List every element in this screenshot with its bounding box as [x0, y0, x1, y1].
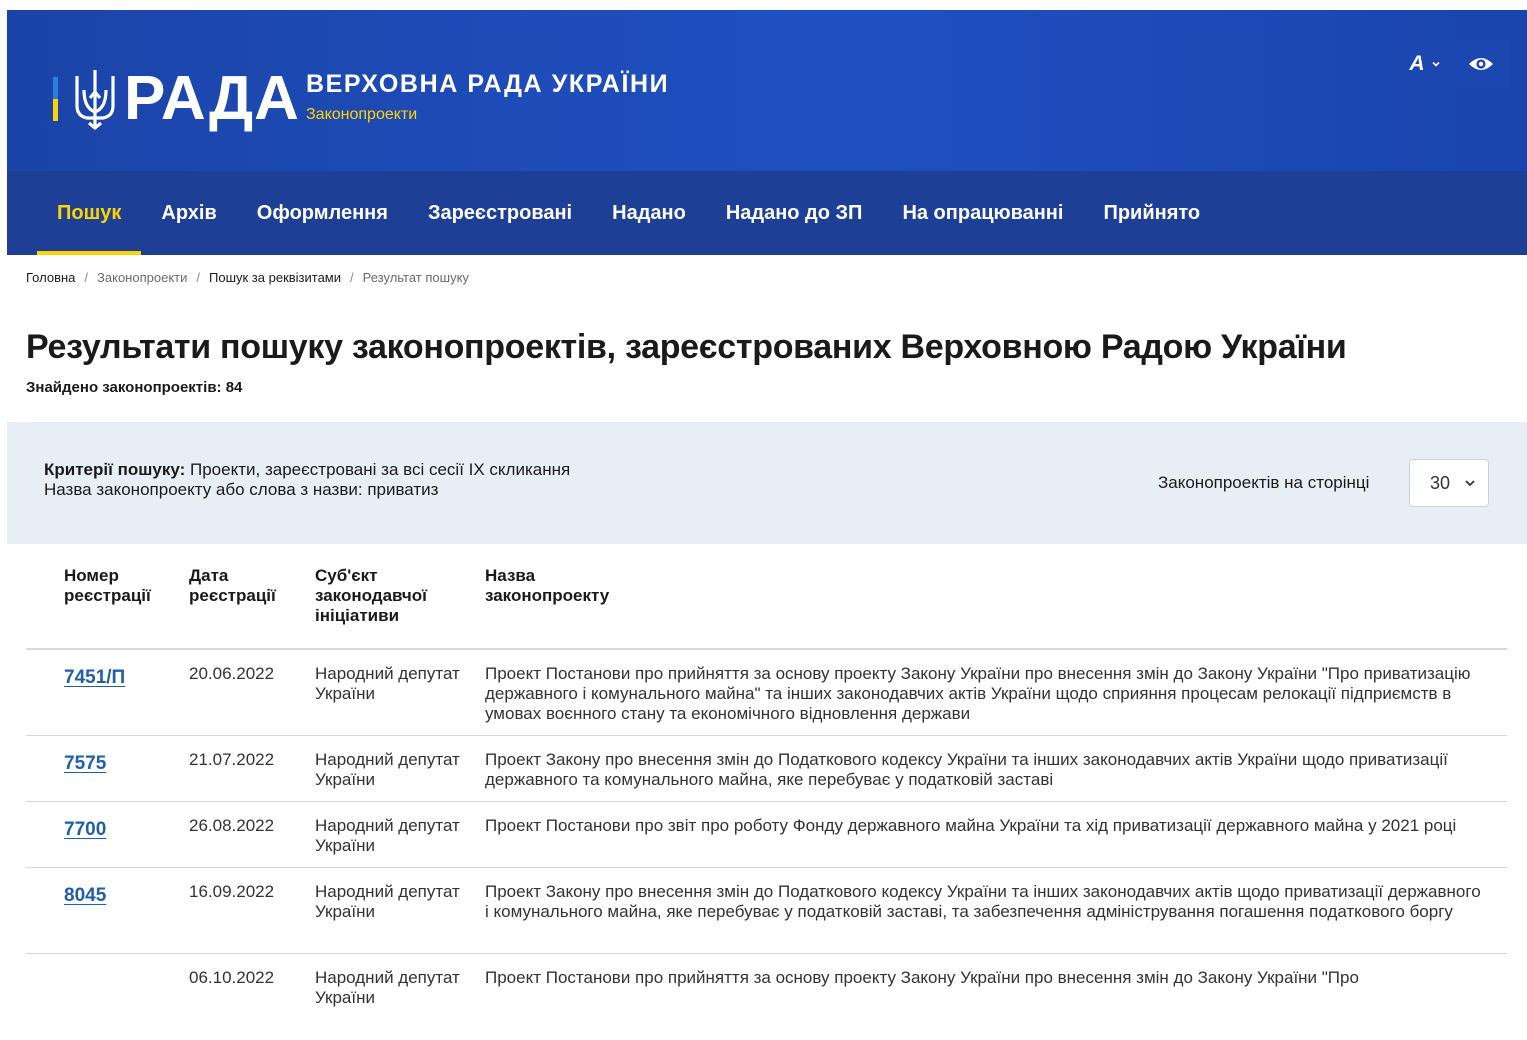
column-header-number[interactable]: Номер реєстрації: [64, 566, 151, 605]
bill-title: Проект Постанови про звіт про роботу Фонду державного майна України та хід приватизації державного майна у 2021 році: [485, 816, 1457, 835]
font-size-label: A: [1409, 52, 1425, 75]
column-header-date[interactable]: Дата реєстрації: [189, 566, 276, 605]
registration-date: 21.07.2022: [189, 750, 275, 769]
table-row: [26, 954, 1507, 1040]
breadcrumb-separator: /: [84, 270, 89, 285]
table-header: [26, 544, 1507, 650]
bill-number-cell: [64, 668, 125, 688]
bill-title: Проект Постанови про прийняття за основу проекту Закону України про внесення змін до Закону України "Про: [485, 968, 1359, 987]
accessibility-controls: [1397, 40, 1509, 88]
bill-number-link[interactable]: 8045: [64, 885, 107, 906]
trident-icon: [74, 68, 116, 130]
site-subtitle[interactable]: Законопроекти: [306, 106, 418, 123]
results-count: Знайдено законопроектів: 84: [26, 379, 243, 396]
table-row: [26, 802, 1507, 868]
bill-number-cell: [64, 886, 106, 906]
criteria-label: Критерії пошуку:: [44, 460, 186, 479]
table-row: [26, 650, 1507, 736]
eye-icon: [1468, 55, 1494, 73]
breadcrumb-separator: /: [196, 270, 200, 285]
per-page-select[interactable]: [1409, 459, 1489, 507]
chevron-down-icon: [1431, 59, 1441, 69]
breadcrumb-separator: /: [350, 270, 354, 285]
table-row: [26, 868, 1507, 954]
breadcrumb-current: Результат пошуку: [362, 270, 469, 285]
column-header-subject[interactable]: Суб'єкт законодавчої ініціативи: [315, 566, 427, 625]
nav-item-adopted[interactable]: Прийнято: [1103, 201, 1201, 224]
left-strip: [0, 0, 7, 973]
bill-number-cell: [64, 820, 106, 840]
bill-number-link[interactable]: 7700: [64, 819, 107, 840]
nav-item-archive[interactable]: Архів: [161, 201, 217, 224]
site-title-block: [306, 70, 669, 126]
site-title: ВЕРХОВНА РАДА УКРАЇНИ: [306, 70, 670, 98]
registration-date: 26.08.2022: [189, 816, 275, 835]
main-nav: [7, 171, 1527, 255]
site-logo[interactable]: [53, 64, 300, 133]
bill-number-link[interactable]: 7451/П: [64, 667, 126, 688]
bill-title: Проект Закону про внесення змін до Податкового кодексу України та інших законодавчих актів щодо приватизації державного і комунального майна, яке перебуває у податковій заставі, та забезпечення адміністрування погашення податкового боргу: [485, 882, 1481, 921]
per-page-label: Законопроектів на сторінці: [1158, 473, 1370, 492]
bill-title: Проект Постанови про прийняття за основу проекту Закону України про внесення змін до Закону України "Про приватизацію державного і комунального майна" та інших законодавчих актів України щодо сприяння процесам релокації підприємств в умовах воєнного стану та економічного відновлення держави: [485, 664, 1471, 723]
initiative-subject: Народний депутат України: [315, 968, 460, 1007]
initiative-subject: Народний депутат України: [315, 882, 460, 921]
initiative-subject: Народний депутат України: [315, 664, 460, 703]
visibility-toggle-button[interactable]: [1453, 40, 1509, 88]
criteria-session: Проекти, зареєстровані за всі сесії IX скликання: [185, 460, 571, 479]
results-table: [26, 544, 1507, 1040]
page-title: Результати пошуку законопроектів, зареєстрованих Верховною Радою України: [26, 328, 1347, 366]
nav-item-registered[interactable]: Зареєстровані: [427, 201, 573, 224]
bill-title: Проект Закону про внесення змін до Податкового кодексу України та інших законодавчих актів України щодо приватизації державного та комунального майна, яке перебуває у податковій заставі: [485, 750, 1448, 789]
breadcrumb-home[interactable]: Головна: [26, 270, 76, 285]
nav-item-submitted[interactable]: Надано: [612, 201, 686, 224]
nav-item-in-processing[interactable]: На опрацюванні: [902, 201, 1064, 224]
initiative-subject: Народний депутат України: [315, 750, 460, 789]
logo-text: РАДА: [124, 64, 300, 133]
chevron-down-icon: [1464, 477, 1476, 489]
registration-date: 20.06.2022: [189, 664, 275, 683]
breadcrumb-bills[interactable]: Законопроекти: [97, 270, 188, 285]
table-row: [26, 736, 1507, 802]
registration-date: 16.09.2022: [189, 882, 275, 901]
registration-date: 06.10.2022: [189, 968, 275, 987]
font-size-button[interactable]: [1397, 40, 1453, 88]
breadcrumb: [26, 270, 469, 285]
search-criteria: [44, 460, 570, 500]
nav-item-search[interactable]: Пошук: [37, 171, 141, 255]
bill-number-link[interactable]: 7575: [64, 753, 107, 774]
flag-icon: [53, 77, 58, 121]
breadcrumb-search-by-details[interactable]: Пошук за реквізитами: [209, 270, 342, 285]
nav-item-submitted-to-plenary[interactable]: Надано до ЗП: [725, 201, 863, 224]
bill-number-cell: [64, 754, 106, 774]
column-header-title[interactable]: Назва законопроекту: [485, 566, 610, 605]
nav-item-drafting[interactable]: Оформлення: [256, 201, 388, 224]
search-criteria-panel: [7, 422, 1527, 544]
site-header: [7, 10, 1527, 171]
criteria-title-query: Назва законопроекту або слова з назви: приватиз: [44, 480, 439, 499]
per-page-value: 30: [1430, 472, 1451, 493]
initiative-subject: Народний депутат України: [315, 816, 460, 855]
